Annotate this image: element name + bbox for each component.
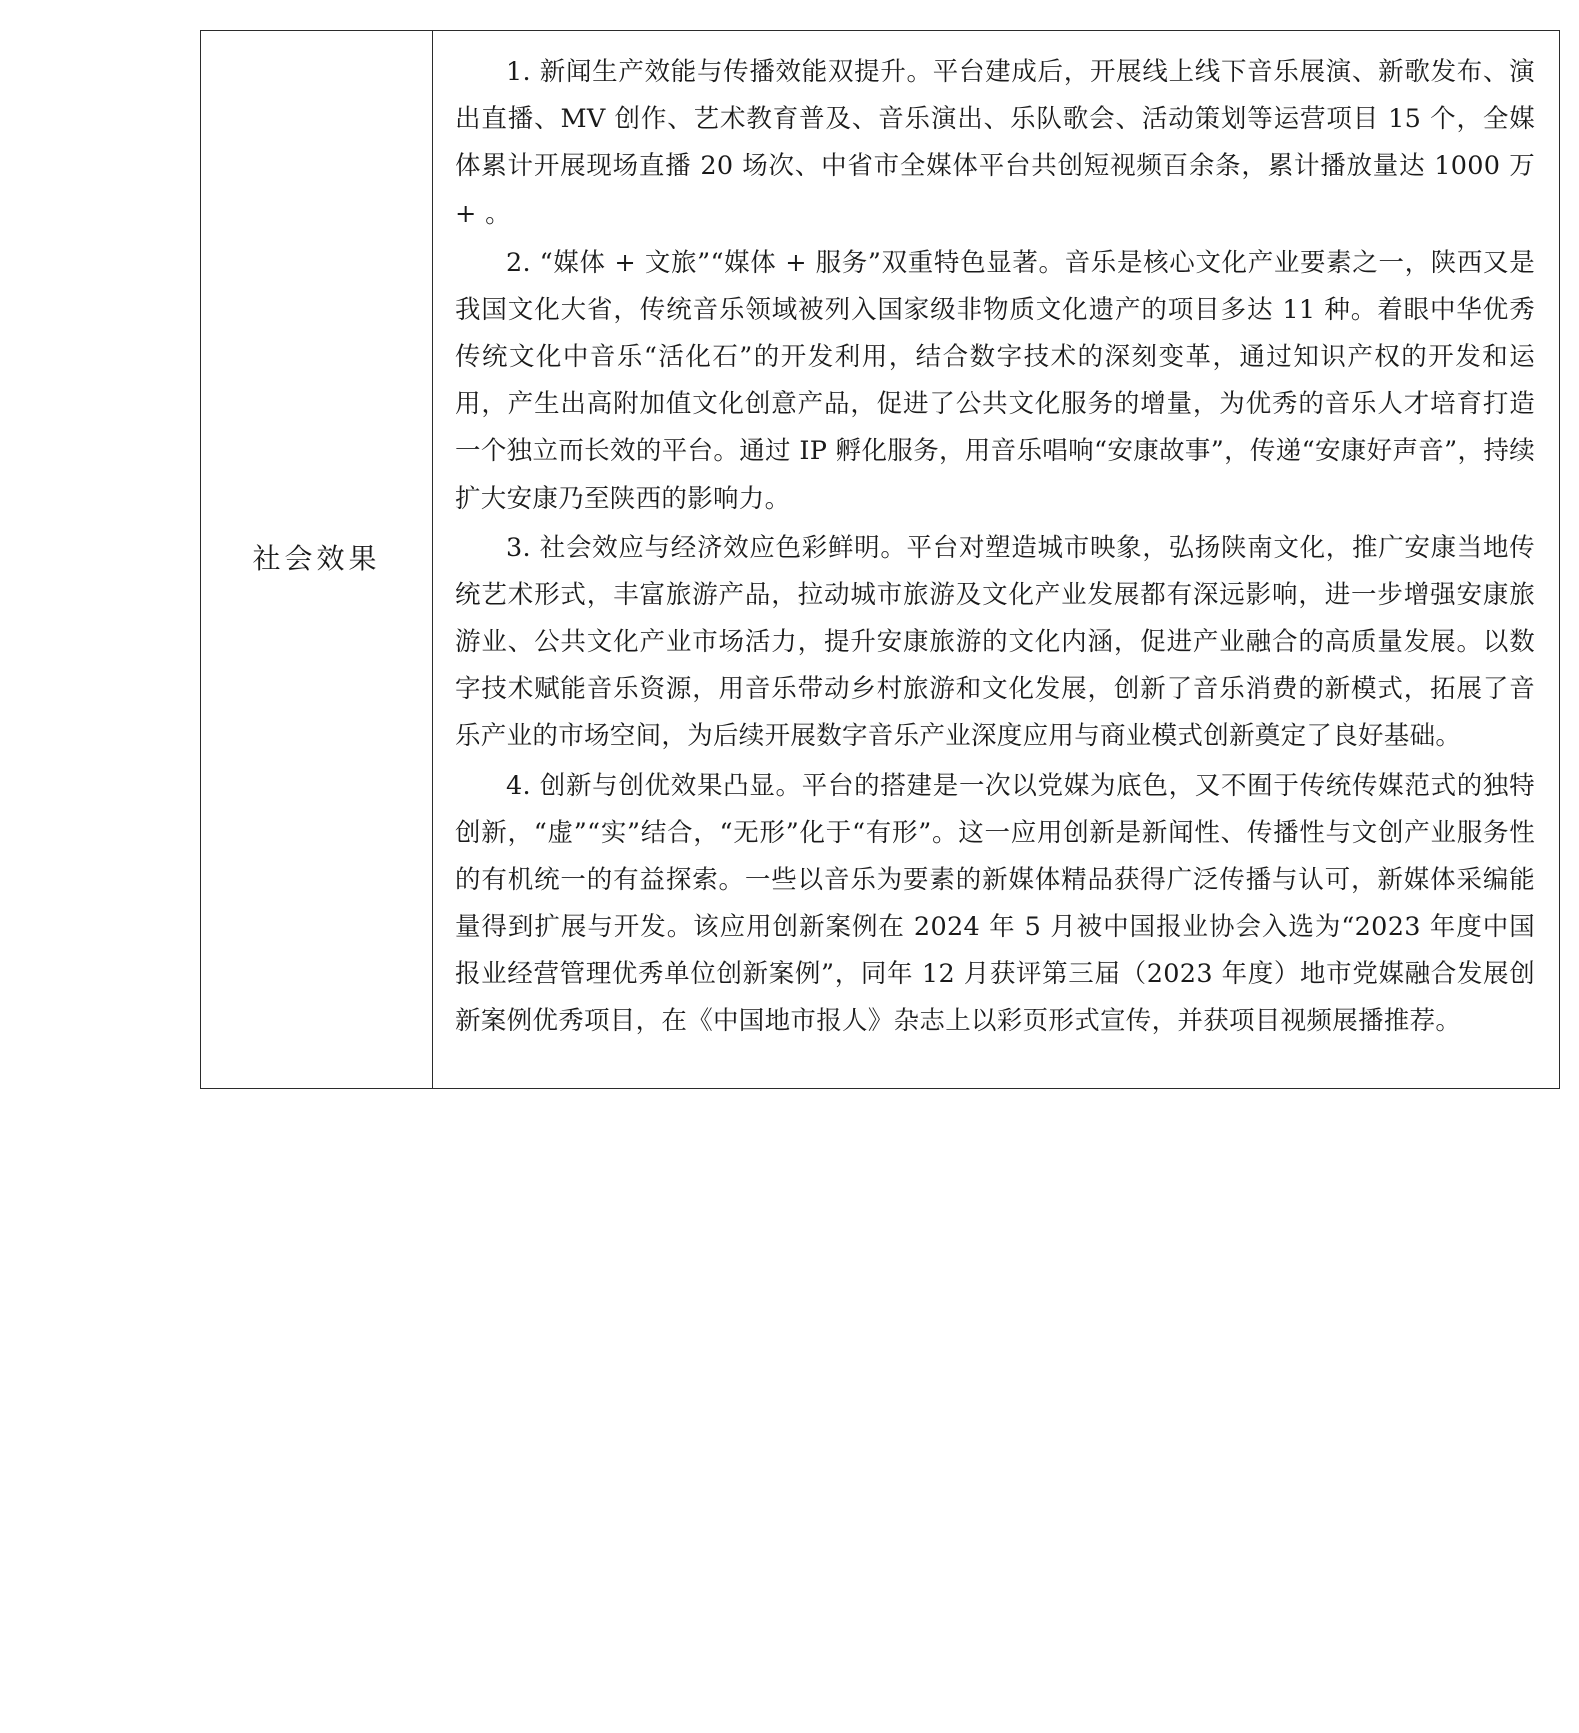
table-row [201,31,1560,1089]
paragraph-1: 1. 新闻生产效能与传播效能双提升。平台建成后，开展线上线下音乐展演、新歌发布、演出直播、MV 创作、艺术教育普及、音乐演出、乐队歌会、活动策划等运营项目 15 个，全媒体累计开展现场直播 20 场次、中省市全媒体平台共创短视频百余条，累计播放量达 1000 万 + 。 [455,57,1535,229]
row-label-cell [201,31,433,1089]
content-table [200,30,1560,1089]
row-content-cell [433,31,1560,1089]
row-label: 社会效果 [252,542,381,576]
paragraph-3: 3. 社会效应与经济效应色彩鲜明。平台对塑造城市映象，弘扬陕南文化，推广安康当地传统艺术形式，丰富旅游产品，拉动城市旅游及文化产业发展都有深远影响，进一步增强安康旅游业、公共文化产业市场活力，提升安康旅游的文化内涵，促进产业融合的高质量发展。以数字技术赋能音乐资源，用音乐带动乡村旅游和文化发展，创新了音乐消费的新模式，拓展了音乐产业的市场空间，为后续开展数字音乐产业深度应用与商业模式创新奠定了良好基础。 [455,532,1535,752]
paragraph-2: 2. “媒体 + 文旅”“媒体 + 服务”双重特色显著。音乐是核心文化产业要素之一，陕西又是我国文化大省，传统音乐领域被列入国家级非物质文化遗产的项目多达 11 种。着眼中华优秀传统文化中音乐“活化石”的开发利用，结合数字技术的深刻变革，通过知识产权的开发和运用，产生出高附加值文化创意产品，促进了公共文化服务的增量，为优秀的音乐人才培育打造一个独立而长效的平台。通过 IP 孵化服务，用音乐唱响“安康故事”，传递“安康好声音”，持续扩大安康乃至陕西的影响力。 [455,247,1535,514]
paragraph-4: 4. 创新与创优效果凸显。平台的搭建是一次以党媒为底色，又不囿于传统传媒范式的独特创新，“虚”“实”结合，“无形”化于“有形”。这一应用创新是新闻性、传播性与文创产业服务性的有机统一的有益探索。一些以音乐为要素的新媒体精品获得广泛传播与认可，新媒体采编能量得到扩展与开发。该应用创新案例在 2024 年 5 月被中国报业协会入选为“2023 年度中国报业经营管理优秀单位创新案例”，同年 12 月获评第三届（2023 年度）地市党媒融合发展创新案例优秀项目，在《中国地市报人》杂志上以彩页形式宣传，并获项目视频展播推荐。 [455,770,1535,1037]
